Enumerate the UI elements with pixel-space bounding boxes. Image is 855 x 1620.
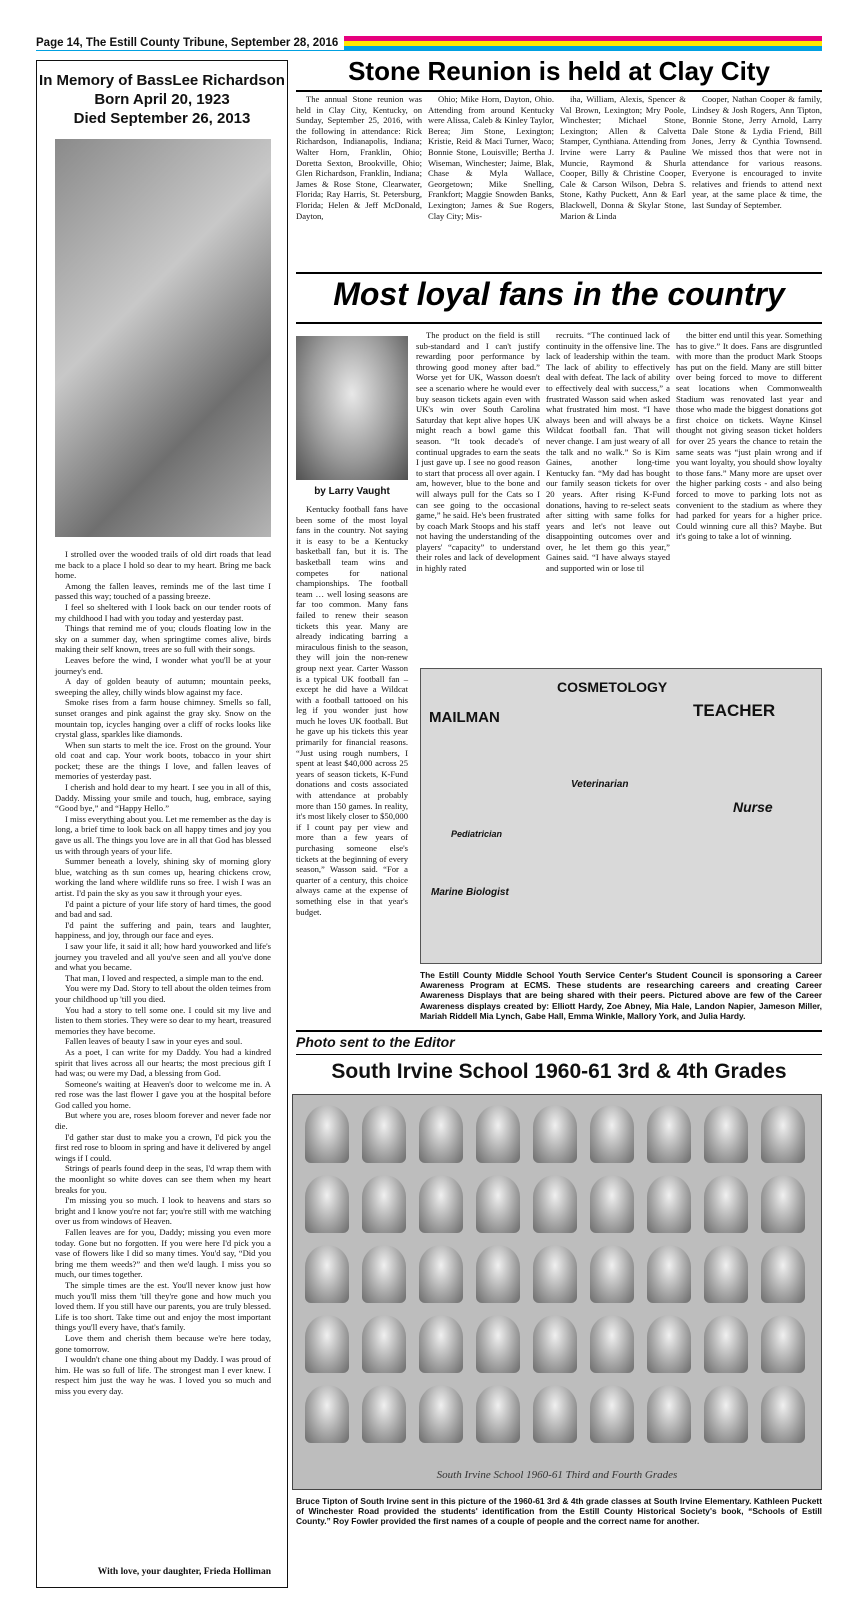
memorial-paragraph: Smoke rises from a farm house chimney. Smells so fall, sunset oranges and pink against the gray sky. Snow on the mountain top, icycles hanging over a cliff of rocks looks like crystal glass, sparkles like diamonds.	[55, 697, 271, 740]
memorial-paragraph: You were my Dad. Story to tell about the olden teimes from your childhood up 'till you died.	[55, 983, 271, 1004]
student-portrait	[761, 1175, 805, 1233]
student-portrait	[305, 1315, 349, 1373]
author-photo	[296, 336, 408, 480]
memorial-paragraph: When sun starts to melt the ice. Frost on the ground. Your old coat and cap. Your work boots, tobacco in your shirt pocket; these are the things I love, and fallen leaves of memories of yesterday past.	[55, 739, 271, 782]
memorial-paragraph: You had a story to tell some one. I could sit my live and listen to them stories. They were so dear to my heart, treasured memories they have become.	[55, 1004, 271, 1036]
student-portrait	[419, 1105, 463, 1163]
stone-column-2: Ohio; Mike Horn, Dayton, Ohio. Attending from around Kentucky were Alissa, Caleb & Kinley Taylor, Berea; Jim Stone, Lexington; Kristie, Reid & Maci Turner, Waco; Bonnie Stone, Louisville; Bertha J. Wiseman, Winchester; Jaime, Blak, Chase & Myla Wallace, Georgetown; Mike Snelling, Frankfort; Maggie Snowden Banks, Lexington; James & Sue Rogers, Clay City; Mis-	[428, 94, 554, 221]
student-portrait	[533, 1105, 577, 1163]
memorial-text	[55, 549, 271, 1397]
memorial-died: Died September 26, 2013	[73, 110, 251, 127]
memorial-paragraph: The simple times are the est. You'll never know just how much you'll miss them 'till they're gone and how much you loved them. If you still have our parents, you are truly blessed. Life is too short. Take time out and enjoy the most important things you'll every have, that's family.	[55, 1279, 271, 1333]
student-portrait	[590, 1315, 634, 1373]
student-portrait	[476, 1105, 520, 1163]
student-portrait	[761, 1105, 805, 1163]
board-label-teacher: TEACHER	[693, 701, 776, 720]
stone-column-4: Cooper, Nathan Cooper & family, Lindsey & Josh Rogers, Ann Tipton, Bonnie Stone, Jerry Arnold, Larry Dale Stone & Lydia Friend, Bill Jones, Jerry & Cynthia Townsend. We missed thos that were not in attendance for various reasons. Everyone is encouraged to invite relatives and friends to attend next year, at the same place & time, the last Sunday of September.	[692, 94, 822, 210]
student-portrait	[647, 1315, 691, 1373]
student-portrait	[419, 1245, 463, 1303]
student-portrait	[476, 1175, 520, 1233]
student-portrait	[533, 1385, 577, 1443]
student-portrait	[647, 1245, 691, 1303]
student-portrait	[305, 1175, 349, 1233]
page-folio: Page 14, The Estill County Tribune, September 28, 2016	[36, 36, 344, 50]
student-portrait	[704, 1315, 748, 1373]
student-portrait	[305, 1245, 349, 1303]
memorial-born: Born April 20, 1923	[94, 91, 230, 108]
career-display-photo	[420, 668, 822, 964]
stone-reunion-headline: Stone Reunion is held at Clay City	[348, 56, 770, 86]
memorial-paragraph: I cherish and hold dear to my heart. I see you in all of this, Daddy. Missing your smile and touch, hug, embrace, saying “Good bye,” and “Happy Hello.”	[55, 782, 271, 814]
student-portrait	[704, 1105, 748, 1163]
memorial-photo	[55, 139, 271, 537]
memorial-paragraph: Among the fallen leaves, reminds me of the last time I passed this way; touched of a passing breeze.	[55, 580, 271, 602]
student-portrait	[305, 1385, 349, 1443]
memorial-paragraph: But where you are, roses bloom forever and never fade nor die.	[55, 1110, 271, 1132]
section-rule	[296, 272, 822, 274]
memorial-paragraph: Leaves before the wind, I wonder what you'll be at your journey's end.	[55, 654, 271, 676]
fans-column-2: The product on the field is still sub-standard and I can't justify rewarding poor performance by throwing good money after bad.” Worse yet for UK, Wasson doesn't see a scenario where he would ever buy season tickets again even with UK's win over South Carolina Saturday that kept alive hopes UK might reach a bowl game this season. “It took decade's of continual upgrades to earn the seats I just gave up. I see no good reason to start that process all over again. I am, however, blue to the bone and will always pull for the Cats so I can see going to the occasional game,” he said. He's been frustrated by coach Mark Stoops and his staff not having the understanding of the players' “capacity” to understand their roles and lack of development in highly rated	[416, 330, 540, 574]
memorial-paragraph: I'd gather star dust to make you a crown, I'd pick you the first red rose to bloom in spring and have it delivered by angel wings if I could.	[55, 1131, 271, 1163]
section-rule	[296, 1030, 822, 1032]
class-photo-caption: Bruce Tipton of South Irvine sent in this picture of the 1960-61 3rd & 4th grade classes at South Irvine Elementary. Kathleen Puckett of Winchester Road provided the students' identification from the Estill County Historical Society's book, “Schools of Estill County.” Roy Fowler provided the first names of a couple of people and the correct name for another.	[296, 1496, 822, 1527]
student-portrait	[533, 1175, 577, 1233]
memorial-box	[36, 60, 288, 1588]
student-portrait	[704, 1245, 748, 1303]
student-portrait	[590, 1245, 634, 1303]
student-portrait	[590, 1105, 634, 1163]
memorial-paragraph: I'm missing you so much. I look to heavens and stars so bright and I know you're not far; you're still with me watching over us from windows of Heaven.	[55, 1195, 271, 1227]
student-portrait	[533, 1245, 577, 1303]
memorial-paragraph: I feel so sheltered with I look back on our tender roots of my childhood I had with you today and yesterday past.	[55, 601, 271, 623]
student-portrait	[647, 1385, 691, 1443]
student-portrait	[590, 1385, 634, 1443]
student-portrait	[305, 1105, 349, 1163]
fans-column-1: Kentucky football fans have been some of the most loyal fans in the country. Not saying it is easy to be a Kentucky basketball fan, but it is. The basketball team wins and competes for national championships. The football team … well losing seasons are far too common. Many fans failed to renew their season tickets this year. Many are already indicating barring a miraculous finish to the season, they will join the non-renew group next year. Carter Wasson is a typical UK football fan – except he did have a Wildcat with a football tattooed on his leg if you wonder just how much he loves UK football. But he gave up his tickets this year primarily for financial reasons. “Just using rough numbers, I spent at least $40,000 across 25 years of season tickets, K-Fund donations and costs associated with attendance at probably more than 150 games. In reality, it's most likely closer to $50,000 if I count pay per view and more than a few years of purchasing someone else's tickets at the beginning of every season,” Wasson said. “For a quarter of a century, this choice always came at the expense of something else in that year's budget.	[296, 504, 408, 917]
byline: by Larry Vaught	[314, 486, 390, 497]
student-portrait	[647, 1105, 691, 1163]
memorial-paragraph: I miss everything about you. Let me remember as the day is long, a brief time to look back on all happy times and joy you gave us all. The things you love are in all that God has blessed us with through years of your life.	[55, 813, 271, 856]
memorial-paragraph: Fallen leaves of beauty I saw in your eyes and soul.	[65, 1036, 243, 1047]
student-portrait	[476, 1245, 520, 1303]
fans-column-3: recruits. “The continued lack of continuity in the offensive line. The lack of leadership within the team. The lack of ability to effectively deal with defeat. The lack of ability to effectively deal with success,” a frustrated Wasson said when asked what frustrated him most. “I have always been and will always be a Wildcat football fan. That will never change. I am just weary of all the talk and no walk.” So is Kim Gaines, another long-time Kentucky fan. “My dad has bought our family season tickets for over 20 years. After rising K-Fund donations, having to re-select seats after sitting with same folks for years and let's not leave out disappointing outcomes over and over, he let them go this year,” Gaines said. “I have always stayed and supported win or lose til	[546, 330, 670, 574]
headline-rule	[296, 90, 822, 92]
student-portrait	[761, 1385, 805, 1443]
stone-column-3: iha, William, Alexis, Spencer & Val Brown, Lexington; Mry Poole, Winchester; Michael Stone, Lexington; Allen & Calvetta Stamper, Cynthiana. Attending from Irvine were Larry & Pauline Muncie, Raymond & Shurla Cooper, Billy & Christine Cooper, Cale & Carson Wilson, Debra S. Stone, Kathy Puckett, Ann & Earl Blackwell, Donna & Skylar Stone, Marion & Linda	[560, 94, 686, 221]
memorial-paragraph: As a poet, I can write for my Daddy. You had a kindred spirit that lives across all our hearts; the most precious gift I had was; ou were my Dad, a blessing from God.	[55, 1046, 271, 1079]
board-label-marine: Marine Biologist	[431, 887, 509, 898]
memorial-paragraph: Love them and cherish them because we're here today, gone tomorrow.	[55, 1332, 271, 1354]
fans-column-4: the bitter end until this year. Something has to give.” It does. Fans are disgruntled with more than the product Mark Stoops has put on the field. Many are still bitter over being forced to move to different seat locations when Commonwealth Stadium was renovated last year and those who made the biggest donations got first choice on tickets. Wayne Kinsel thought not giving season ticket holders for over 25 years the chance to retain the same seats was “just plain wrong and if you want loyalty, you should show loyalty to those fans.” Many more are upset over the higher parking costs - and also being forced to move to parking lots not as convenient to the stadium as where they had parked for years for a higher price. Could winning cure all this? Maybe. But it's going to take a lot of winning.	[676, 330, 822, 542]
headline-rule	[296, 322, 822, 324]
board-label-vet: Veterinarian	[571, 779, 629, 790]
board-label-mailman: MAILMAN	[429, 709, 500, 726]
memorial-paragraph: I saw your life, it said it all; how hard youworked and life's journey you traveled and all you've seen and all you've done and what you became.	[55, 940, 271, 973]
student-portrait	[476, 1385, 520, 1443]
student-portrait	[761, 1315, 805, 1373]
memorial-paragraph: Things that remind me of you; clouds floating low in the sky on a summer day, when springtime comes alive, birds making their self known, trees are so full with their songs.	[55, 623, 271, 655]
memorial-paragraph: I'd paint a picture of your life story of hard times, the good and bad and sad.	[55, 898, 271, 920]
student-portrait	[362, 1385, 406, 1443]
memorial-paragraph: A day of golden beauty of autumn; mountain peeks, sweeping the alley, chilly winds blow against my face.	[55, 676, 271, 697]
photo-inscription: South Irvine School 1960-61 Third and Fourth Grades	[436, 1469, 678, 1481]
student-portrait	[419, 1315, 463, 1373]
student-portrait	[704, 1385, 748, 1443]
student-portrait	[419, 1385, 463, 1443]
student-portrait	[362, 1245, 406, 1303]
student-portrait	[419, 1175, 463, 1233]
board-label-nurse: Nurse	[733, 799, 773, 815]
class-photo	[292, 1094, 822, 1490]
board-label-pediatrician: Pediatrician	[451, 829, 503, 839]
student-portrait	[533, 1315, 577, 1373]
photo-sent-header: Photo sent to the Editor	[296, 1034, 455, 1050]
school-photo-title: South Irvine School 1960-61 3rd & 4th Grades	[331, 1060, 787, 1083]
board-label-cosmetology: COSMETOLOGY	[557, 679, 668, 695]
memorial-paragraph: That man, I loved and respected, a simple man to the end.	[65, 972, 264, 983]
memorial-paragraph: Someone's waiting at Heaven's door to welcome me in. A red rose was the last flower I gave you at the hospital before God called you home.	[55, 1078, 271, 1110]
memorial-paragraph: I wouldn't chane one thing about my Daddy. I was proud of him. He was so full of life. The strongest man I ever knew. I respect him just the way he was. I loved you so much and miss you every day.	[55, 1354, 271, 1396]
student-portrait	[704, 1175, 748, 1233]
student-portrait	[761, 1245, 805, 1303]
student-portrait	[590, 1175, 634, 1233]
student-portrait	[362, 1105, 406, 1163]
student-portrait	[362, 1175, 406, 1233]
memorial-paragraph: Fallen leaves are for you, Daddy; missing you even more today. Gone but no forgotten. If you were here I'd pick you a vase of flowers like I did so many times. You'd say, “Did you bring me them weeds?” and then we'd laugh. I miss you so much, our times together.	[55, 1227, 271, 1280]
career-caption: The Estill County Middle School Youth Service Center's Student Council is sponsoring a Career Awareness Program at ECMS. These students are researching careers and creating Career Awareness Displays that are being shared with their peers. Pictured above are few of the Career Awareness displays created by: Elliott Hardy, Zoe Abney, Mia Hale, Landon Napier, Jameson Miller, Mariah Riddell Mia Lynch, Gabe Hall, Emma Winkle, Mallory York, and Julia Hardy.	[420, 970, 822, 1021]
student-portrait	[476, 1315, 520, 1373]
memorial-title: In Memory of BassLee Richardson	[39, 72, 285, 89]
thin-rule	[296, 1054, 822, 1055]
memorial-heading	[37, 61, 287, 128]
student-portrait	[362, 1315, 406, 1373]
memorial-paragraph: Summer beneath a lovely, shining sky of morning glory blue, watching as th sun comes up, hearing chickens crow, working the land where wildlife runs so free. I wish I was an artist. I'd pain the sky as you saw it through your eyes.	[55, 856, 271, 898]
student-portrait	[647, 1175, 691, 1233]
memorial-signature: With love, your daughter, Frieda Holliman	[97, 1567, 271, 1577]
memorial-paragraph: I strolled over the wooded trails of old dirt roads that lead me back to a place I hold so dear to my heart. Bring me back home.	[55, 549, 271, 581]
stone-column-1: The annual Stone reunion was held in Clay City, Kentucky, on Sunday, September 25, 2016, with the following in attendance: Rick Richardson, Indianapolis, Indiana; Walter Horn, Franklin, Ohio; Doretta Sexton, Brookville, Ohio; Glen Richardson, Franklin, Indiana; James & Rose Stone, Clearwater, Florida; Ray Harris, St. Petersburg, Florida; Helen & Jeff McDonald, Dayton,	[296, 94, 422, 221]
memorial-paragraph: Strings of pearls found deep in the seas, I'd wrap them with the moonlight so white doves can see them when my heart breaks for you.	[55, 1163, 271, 1195]
memorial-paragraph: I'd paint the suffering and pain, tears and laughter, happiness, and joy, through our face and eyes.	[55, 919, 271, 941]
fans-headline: Most loyal fans in the country	[333, 276, 785, 312]
